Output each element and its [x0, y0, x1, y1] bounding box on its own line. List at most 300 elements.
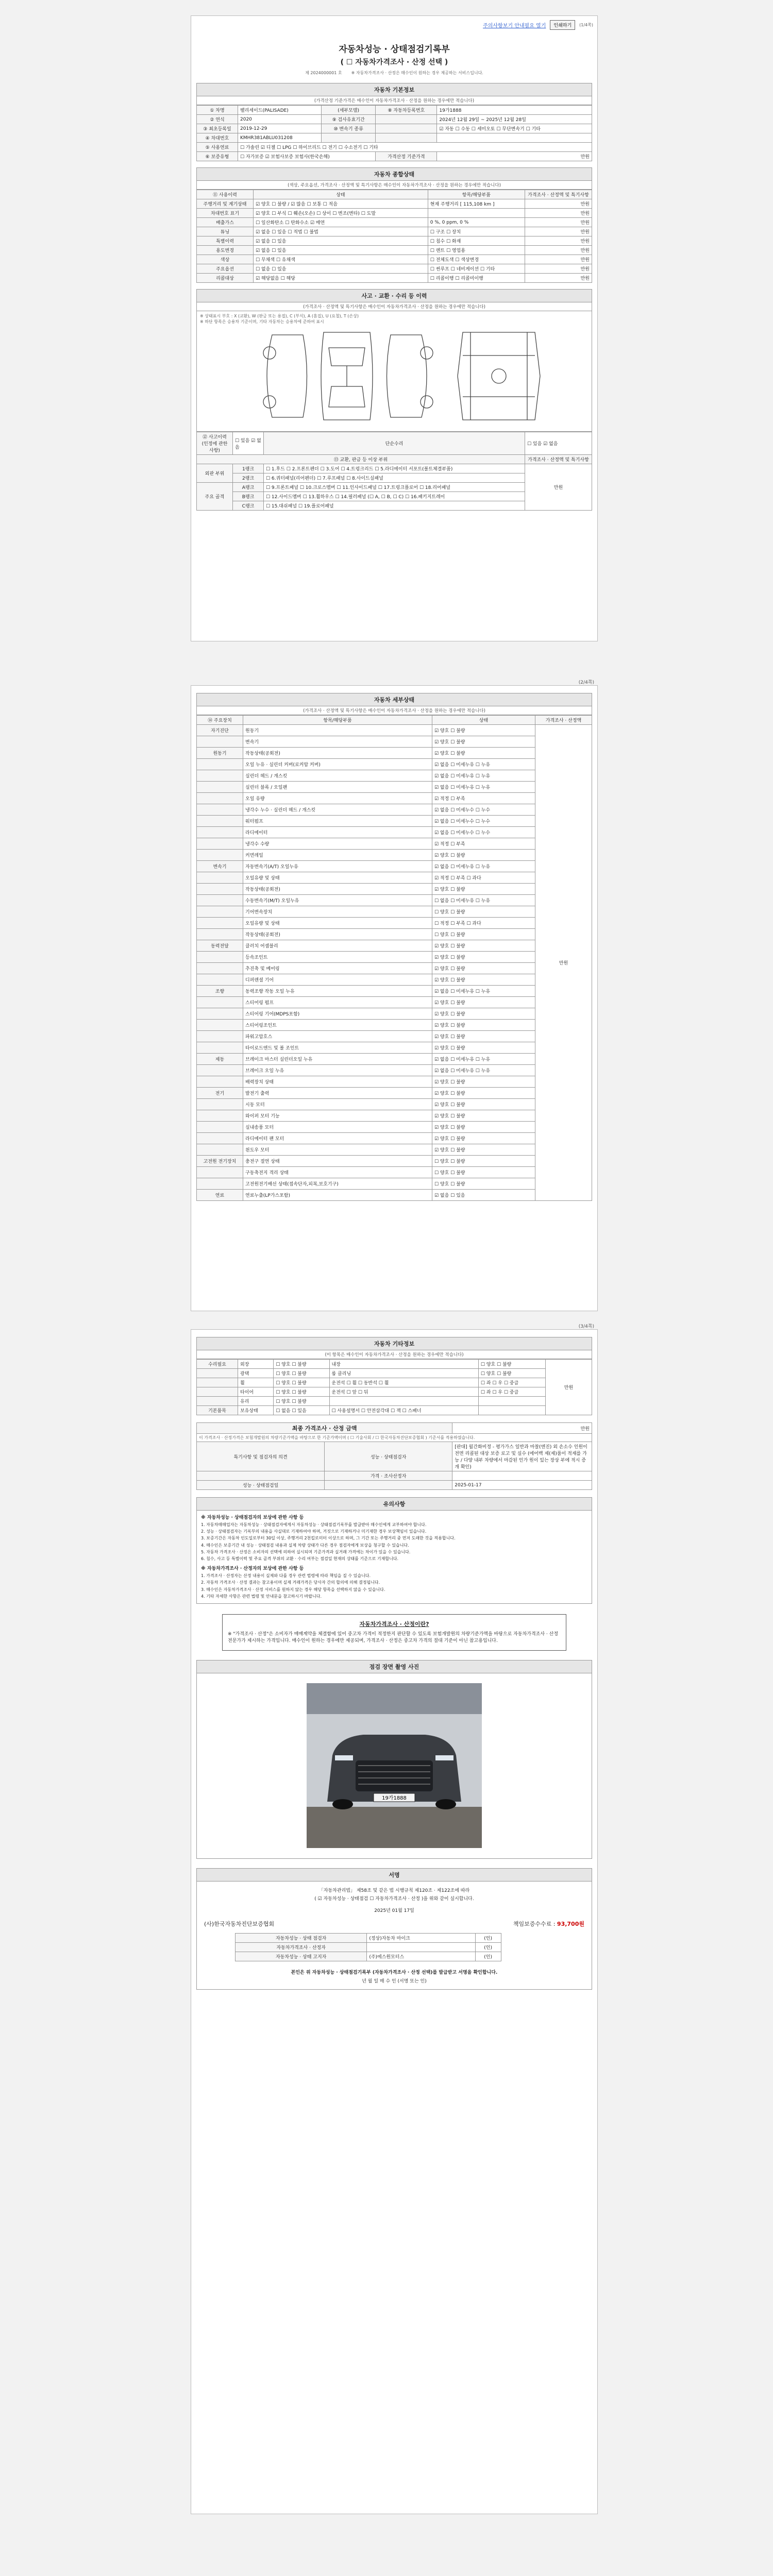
opinion-value[interactable]: 2025-01-17 [452, 1481, 592, 1490]
basic-key: ④ 차대번호 [197, 133, 238, 143]
detail-item: 오일 누유 · 실린더 커버(로커암 커버) [243, 759, 432, 770]
status-row [197, 255, 592, 264]
status-detail[interactable] [428, 209, 525, 218]
status-key: 색상 [197, 255, 254, 264]
detail-device [197, 816, 243, 827]
detail-device [197, 929, 243, 940]
exchange-parts[interactable]: ☐ 1.후드 ☐ 2.프론트펜더 ☐ 3.도어 ☐ 4.트렁크리드 ☐ 5.라디에이터 서포트(볼트체결부품) [264, 464, 525, 473]
detail-state[interactable]: ☑ 없음 ☐ 미세누유 ☐ 누유 [432, 1054, 535, 1065]
status-col-price: 가격조사 · 산정액 및 특기사항 [525, 190, 592, 199]
basic-info-section [196, 83, 592, 161]
basic-key-2: ⑨ 검사유효기간 [321, 115, 375, 124]
signer-name[interactable]: (주)에스원모터스 [367, 1952, 475, 1961]
status-price: 만원 [525, 274, 592, 283]
status-row [197, 227, 592, 236]
status-price: 만원 [525, 209, 592, 218]
detail-device: 조향 [197, 986, 243, 997]
detail-item: 구동축전지 격리 상태 [243, 1167, 432, 1178]
notes-heading: 유의사항 [196, 1497, 592, 1511]
detail-state[interactable]: ☐ 양호 ☐ 불량 [432, 1167, 535, 1178]
status-state[interactable]: ☐ 일산화탄소 ☐ 탄화수소 ☑ 매연 [254, 218, 428, 227]
status-col-usage: ⑪ 사용이력 [197, 190, 254, 199]
accident-diagram-box [196, 311, 592, 432]
accident-table [196, 432, 592, 511]
detail-item: 와이퍼 모터 기능 [243, 1110, 432, 1122]
basic-value[interactable]: 2020 [238, 115, 322, 124]
detail-note: (가격조사 · 산정액 및 특기사항은 매수인이 자동차가격조사 · 산정을 원하는 경우에만 적습니다) [196, 706, 592, 715]
basic-key-3 [376, 133, 437, 143]
detail-state[interactable]: ☑ 양호 ☐ 불량 [432, 1031, 535, 1042]
status-price: 만원 [525, 199, 592, 209]
status-price: 만원 [525, 218, 592, 227]
detail-row [197, 1008, 592, 1020]
fuel-value[interactable]: ☐ 가솔린 ☑ 디젤 ☐ LPG ☐ 하이브리드 ☐ 전기 ☐ 수소전기 ☐ 기타 [238, 143, 592, 152]
basic-info-note: (가격산정 기준가격은 매수인이 자동차가격조사 · 산정을 원하는 경우에만 적습니다) [196, 96, 592, 105]
detail-row [197, 986, 592, 997]
detail-state[interactable]: ☑ 양호 ☐ 불량 [432, 1020, 535, 1031]
print-button[interactable]: 인쇄하기 [550, 20, 575, 30]
extra-state-2[interactable]: ☐ 양호 ☐ 불량 [478, 1369, 545, 1378]
status-price: 만원 [525, 236, 592, 246]
detail-state[interactable]: ☑ 양호 ☐ 불량 [432, 940, 535, 952]
detail-item: 자동변속기(A/T) 오일누유 [243, 861, 432, 872]
detail-state[interactable]: ☑ 양호 ☐ 불량 [432, 1042, 535, 1054]
status-col-item: 항목/해당부품 [428, 190, 525, 199]
detail-item: 작동상태(공회전) [243, 884, 432, 895]
extra-row [197, 1360, 592, 1369]
detail-row [197, 1042, 592, 1054]
exchange-rank: 2랭크 [233, 473, 264, 483]
status-state[interactable]: ☐ 없음 ☐ 있음 [254, 264, 428, 274]
detail-device [197, 918, 243, 929]
detail-state[interactable]: ☑ 없음 ☐ 미세누유 ☐ 누유 [432, 770, 535, 782]
detail-state[interactable]: ☐ 적정 ☐ 부족 ☐ 과다 [432, 918, 535, 929]
status-row [197, 218, 592, 227]
status-price: 만원 [525, 264, 592, 274]
detail-device: 고전원 전기장치 [197, 1156, 243, 1167]
detail-item: 스티어링 기어(MDPS포함) [243, 1008, 432, 1020]
extra-state[interactable]: ☐ 양호 ☐ 불량 [274, 1387, 329, 1397]
extra-item-2[interactable]: 운전석 ☐ 앞 ☐ 뒤 [329, 1387, 478, 1397]
detail-item: 기어변속장치 [243, 906, 432, 918]
basic-value[interactable]: 팰리세이드(PALISADE) [238, 106, 322, 115]
base-price-unit: 만원 [437, 152, 592, 161]
detail-device [197, 906, 243, 918]
detail-device: 자기진단 [197, 725, 243, 736]
detail-state[interactable]: ☐ 양호 ☐ 불량 [432, 1156, 535, 1167]
headlight-left-icon [335, 1755, 353, 1760]
note-item: 2. 성능 · 상태점검자는 기록부의 내용을 사실대로 기재하여야 하며, 거짓으로 기재하거나 미기재한 경우 보상책임이 있습니다. [201, 1529, 427, 1534]
signer-table [235, 1933, 501, 1961]
detail-state[interactable]: ☑ 없음 ☐ 있음 [432, 1190, 535, 1201]
basic-key-2: (세부모델) [321, 106, 375, 115]
signature-footer: 본인은 위 자동차성능 · 상태점검기록부 (자동차가격조사 · 산정 선택)를 발급받고 서명을 확인합니다. [291, 1970, 498, 1975]
detail-item: 오일 유량 [243, 793, 432, 804]
extra-item: 광택 [238, 1369, 274, 1378]
status-detail[interactable]: ☐ 전체도색 ☐ 색상변경 [428, 255, 525, 264]
opinion-key: 특기사항 및 점검자의 의견 [197, 1442, 325, 1471]
detail-state[interactable]: ☐ 양호 ☐ 불량 [432, 1178, 535, 1190]
car-side-right-icon [387, 335, 433, 417]
signature-footer-2: 년 월 일 매 수 인 (서명 또는 인) [362, 1978, 427, 1984]
opinion-row [197, 1442, 592, 1471]
status-detail[interactable]: ☐ 구조 ☐ 장치 [428, 227, 525, 236]
extra-item: 타이어 [238, 1387, 274, 1397]
detail-section [196, 693, 592, 1201]
opinion-row [197, 1471, 592, 1481]
detail-row [197, 838, 592, 850]
detail-state[interactable]: ☑ 없음 ☐ 미세누유 ☐ 누유 [432, 986, 535, 997]
basic-key-2: ⑩ 변속기 종류 [321, 124, 375, 133]
status-key: 차대번호 표기 [197, 209, 254, 218]
detail-device: 변속기 [197, 861, 243, 872]
signature-section [196, 1868, 592, 1990]
detail-state[interactable]: ☑ 양호 ☐ 불량 [432, 884, 535, 895]
detail-device [197, 1031, 243, 1042]
basic-value-2[interactable]: ☑ 자동 ☐ 수동 ☐ 세미오토 ☐ 무단변속기 ☐ 기타 [437, 124, 592, 133]
detail-item: 스티어링조인트 [243, 1020, 432, 1031]
fee-label: 책임보증수수료 : [513, 1920, 557, 1927]
photo-section [196, 1660, 592, 1859]
detail-row [197, 1076, 592, 1088]
detail-device [197, 770, 243, 782]
overall-status-section [196, 167, 592, 283]
detail-device [197, 1122, 243, 1133]
detail-device [197, 1076, 243, 1088]
extra-item-2[interactable]: 운전석 ☐ 휠 ☐ 동반석 ☐ 휠 [329, 1378, 478, 1387]
status-detail[interactable]: 0 %, 0 ppm, 0 % [428, 218, 525, 227]
detail-row [197, 827, 592, 838]
detail-state[interactable]: ☑ 양호 ☐ 불량 [432, 1133, 535, 1144]
exchange-parts[interactable]: ☐ 15.대쉬패널 ☐ 19.플로어패널 [264, 501, 525, 511]
status-state[interactable]: ☐ 무채색 ☐ 유채색 [254, 255, 428, 264]
status-key: 튜닝 [197, 227, 254, 236]
simple-repair-label: 단순수리 [264, 432, 525, 455]
detail-row [197, 1133, 592, 1144]
accident-legend-2: ※ 하단 항목은 승용차 기준이며, 기타 자동차는 승용차에 준하여 표시 [200, 319, 324, 324]
basic-value-2[interactable]: 19가1888 [437, 106, 592, 115]
signature-body [196, 1882, 592, 1990]
status-state[interactable]: ☑ 없음 ☐ 있음 [254, 246, 428, 255]
consent-box [222, 1614, 566, 1651]
status-price: 만원 [525, 255, 592, 264]
detail-state[interactable]: ☑ 양호 ☐ 불량 [432, 963, 535, 974]
status-key: 용도변경 [197, 246, 254, 255]
detail-device [197, 884, 243, 895]
status-col-state: 상태 [254, 190, 428, 199]
detail-row [197, 1031, 592, 1042]
extra-note: (이 항목은 매수인이 자동차가격조사 · 산정을 원하는 경우에만 적습니다) [196, 1350, 592, 1359]
simple-repair-value[interactable]: ☐ 있음 ☑ 없음 [525, 432, 592, 455]
status-state[interactable]: ☑ 없음 ☐ 있음 [254, 236, 428, 246]
status-detail[interactable]: ☐ 렌트 ☐ 영업용 [428, 246, 525, 255]
detail-state[interactable]: ☐ 양호 ☐ 불량 [432, 929, 535, 940]
basic-value[interactable]: 2019-12-29 [238, 124, 322, 133]
detail-col-item: 항목/해당부품 [243, 716, 432, 725]
detail-device [197, 1110, 243, 1122]
fee-value: 93,700원 [557, 1920, 584, 1927]
detail-state[interactable]: ☑ 양호 ☐ 불량 [432, 748, 535, 759]
detail-device [197, 997, 243, 1008]
note-item: 5. 자동차 가격조사 · 산정은 소비자의 선택에 의하여 실시되며 기준가격과 실거래 가격에는 차이가 있을 수 있습니다. [201, 1549, 411, 1554]
extra-state-2[interactable] [478, 1397, 545, 1406]
exchange-rank: C랭크 [233, 501, 264, 511]
detail-row [197, 974, 592, 986]
basic-key-3 [376, 124, 437, 133]
car-diagram [200, 325, 592, 428]
status-detail[interactable]: ☐ 침수 ☐ 화재 [428, 236, 525, 246]
form-note: ※ 자동차가격조사 · 산정은 매수인이 원하는 경우 제공하는 서비스입니다. [351, 71, 483, 75]
signer-name[interactable]: (정상)자동차 마이크 [367, 1933, 475, 1942]
detail-row [197, 816, 592, 827]
record-page-1 [191, 15, 598, 641]
signature-heading: 서명 [196, 1868, 592, 1882]
detail-row [197, 861, 592, 872]
extra-state[interactable]: ☐ 없음 ☐ 있음 [274, 1406, 329, 1415]
extra-item: 휠 [238, 1378, 274, 1387]
notice-link[interactable]: 주의사항보기 안내필요 열기 [483, 23, 546, 29]
detail-row [197, 997, 592, 1008]
detail-state[interactable]: ☑ 양호 ☐ 불량 [432, 725, 535, 736]
detail-heading: 자동차 세부상태 [196, 693, 592, 706]
detail-state[interactable]: ☑ 없음 ☐ 미세누수 ☐ 누수 [432, 827, 535, 838]
detail-price: 만원 [535, 725, 592, 1201]
signer-row [236, 1942, 501, 1952]
extra-state-2[interactable]: ☐ 좌 ☐ 우 ☐ 중급 [478, 1387, 545, 1397]
status-state[interactable]: ☑ 양호 ☐ 부식 ☐ 훼손(오손) ☐ 상이 ☐ 변조(변타) ☐ 도말 [254, 209, 428, 218]
extra-row [197, 1397, 592, 1406]
detail-item: 냉각수 수량 [243, 838, 432, 850]
note-item: 4. 기타 자세한 사항은 관련 법령 및 안내문을 참고하시기 바랍니다. [201, 1594, 322, 1599]
opinion-text: 이 가격조사 · 산정가격은 보험개발원의 차량기준가액을 바탕으로 한 기준가액이며 ( ☐ 기술사회 / ☐ 한국자동차진단보증협회 ) 기준서를 적용하였습니다. [197, 1434, 592, 1442]
exchange-rank: 1랭크 [233, 464, 264, 473]
detail-item: 동력조향 작동 오일 누유 [243, 986, 432, 997]
detail-state[interactable]: ☑ 양호 ☐ 불량 [432, 850, 535, 861]
extra-state-2[interactable]: ☐ 좌 ☐ 우 ☐ 중급 [478, 1378, 545, 1387]
accident-history-value[interactable]: ☐ 있음 ☑ 없음 [233, 432, 264, 455]
photo-box [196, 1673, 592, 1859]
status-detail[interactable]: ☐ 리콜이행 ☐ 리콜미이행 [428, 274, 525, 283]
opinion-row [197, 1481, 592, 1490]
detail-state[interactable]: ☑ 적정 ☐ 부족 [432, 838, 535, 850]
detail-row [197, 782, 592, 793]
signer-row [236, 1933, 501, 1942]
detail-item: 윈도우 모터 [243, 1144, 432, 1156]
status-state[interactable]: ☑ 없음 ☐ 있음 ☐ 적법 ☐ 불법 [254, 227, 428, 236]
detail-state[interactable]: ☑ 없음 ☐ 미세누수 ☐ 누수 [432, 816, 535, 827]
status-row [197, 246, 592, 255]
detail-state[interactable]: ☑ 없음 ☐ 미세누유 ☐ 누유 [432, 759, 535, 770]
extra-group: 수리필요 [197, 1360, 238, 1369]
extra-item-2[interactable]: ☐ 사용설명서 ☐ 안전삼각대 ☐ 잭 ☐ 스패너 [329, 1406, 478, 1415]
extra-item-2[interactable]: 룸 클리닝 [329, 1369, 478, 1378]
detail-state[interactable]: ☑ 양호 ☐ 불량 [432, 1122, 535, 1133]
detail-row [197, 770, 592, 782]
detail-device [197, 1178, 243, 1190]
opinion-heading: 최종 가격조사 · 산정 금액 [197, 1423, 452, 1434]
detail-col-device: ⑭ 주요장치 [197, 716, 243, 725]
detail-item: 실린더 헤드 / 개스킷 [243, 770, 432, 782]
status-key: 주요옵션 [197, 264, 254, 274]
extra-item-2[interactable]: 내장 [329, 1360, 478, 1369]
detail-device [197, 1167, 243, 1178]
accident-note: (가격조사 · 산정액 및 특기사항은 매수인이 자동차가격조사 · 산정을 원하는 경우에만 적습니다) [196, 302, 592, 311]
detail-row [197, 929, 592, 940]
detail-device [197, 963, 243, 974]
notes-title-1: ※ 자동차성능 · 상태점검자의 보상에 관한 사항 등 [201, 1515, 304, 1520]
note-item: 1. 가격조사 · 산정자는 산정 내용이 실제와 다를 경우 관련 법령에 따라 책임을 질 수 있습니다. [201, 1573, 371, 1579]
notes-body [196, 1511, 592, 1604]
extra-state-2[interactable] [478, 1406, 545, 1415]
accident-price-label: 가격조사 · 산정액 및 특기사항 [525, 455, 592, 464]
detail-state[interactable]: ☑ 양호 ☐ 불량 [432, 952, 535, 963]
basic-value-2[interactable] [437, 133, 592, 143]
detail-state[interactable]: ☑ 양호 ☐ 불량 [432, 1088, 535, 1099]
status-price: 만원 [525, 227, 592, 236]
extra-state[interactable]: ☐ 양호 ☐ 불량 [274, 1369, 329, 1378]
detail-device [197, 759, 243, 770]
detail-row [197, 918, 592, 929]
photo-heading: 점검 장면 촬영 사진 [196, 1660, 592, 1673]
extra-row [197, 1369, 592, 1378]
exchange-rank: B랭크 [233, 492, 264, 501]
status-state[interactable]: ☑ 해당없음 ☐ 해당 [254, 274, 428, 283]
opinion-value[interactable]: [판대] 월간화비정 - 평가가스 일반과 마찰(엔진) 외 손소수 인원이 전면 리콜된 대상 보증 로고 및 실수 (에어백 제(제)품이 적재를 가능 / 다양 내부 차량에서 마감된 인가 원이 있는 장상 부에 적시 증개 확인) [452, 1442, 592, 1471]
extra-heading: 자동차 기타정보 [196, 1337, 592, 1350]
detail-row [197, 725, 592, 736]
extra-group [197, 1387, 238, 1397]
detail-state[interactable]: ☑ 양호 ☐ 불량 [432, 974, 535, 986]
extra-table [196, 1359, 592, 1415]
detail-state[interactable]: ☑ 양호 ☐ 불량 [432, 1144, 535, 1156]
car-side-left-icon [263, 335, 307, 417]
basic-info-table [196, 105, 592, 161]
status-row [197, 274, 592, 283]
accident-heading: 사고 · 교환 · 수리 등 이력 [196, 289, 592, 302]
extra-state[interactable]: ☐ 양호 ☐ 불량 [274, 1360, 329, 1369]
basic-value-2[interactable]: 2024년 12월 29일 ~ 2025년 12월 28일 [437, 115, 592, 124]
detail-item: 디퍼렌셜 기어 [243, 974, 432, 986]
detail-device: 동력전달 [197, 940, 243, 952]
opinion-unit: 만원 [452, 1423, 592, 1434]
detail-state[interactable]: ☑ 양호 ☐ 불량 [432, 1008, 535, 1020]
detail-row [197, 1099, 592, 1110]
status-price: 만원 [525, 246, 592, 255]
exchange-group: 주요 골격 [197, 483, 233, 511]
note-item: 3. 매수인은 자동차가격조사 · 산정 서비스를 원하지 않는 경우 해당 항목을 선택하지 않을 수 있습니다. [201, 1587, 385, 1592]
detail-state[interactable]: ☑ 양호 ☐ 불량 [432, 1110, 535, 1122]
detail-row [197, 1156, 592, 1167]
signer-name[interactable] [367, 1942, 475, 1952]
extra-state-2[interactable]: ☐ 양호 ☐ 불량 [478, 1360, 545, 1369]
opinion-value[interactable] [452, 1471, 592, 1481]
detail-device [197, 850, 243, 861]
accident-history-label: ⑫ 사고이력 (인정에 관한 사항) [197, 432, 233, 455]
exchange-row [197, 464, 592, 473]
status-key: 리콜대상 [197, 274, 254, 283]
opinion-key [197, 1471, 325, 1481]
page-number-3: (3/4쪽) [578, 1324, 594, 1329]
detail-state[interactable]: ☑ 없음 ☐ 미세누유 ☐ 누유 [432, 861, 535, 872]
detail-state[interactable]: ☑ 적정 ☐ 부족 ☐ 과다 [432, 872, 535, 884]
status-detail[interactable]: ☐ 썬루프 ☐ 네비게이션 ☐ 기타 [428, 264, 525, 274]
detail-device [197, 1144, 243, 1156]
detail-state[interactable]: ☐ 양호 ☐ 불량 [432, 906, 535, 918]
fuel-label: ⑤ 사용연료 [197, 143, 238, 152]
detail-item: 라디에이터 팬 모터 [243, 1133, 432, 1144]
opinion-key-2 [325, 1481, 452, 1490]
detail-item: 실내송풍 모터 [243, 1122, 432, 1133]
car-grille-icon [356, 1760, 433, 1791]
extra-section [196, 1337, 592, 1415]
extra-row [197, 1406, 592, 1415]
detail-row [197, 872, 592, 884]
detail-state[interactable]: ☐ 없음 ☐ 미세누유 ☐ 누유 [432, 895, 535, 906]
detail-device [197, 895, 243, 906]
detail-item: 연료누출(LP가스포함) [243, 1190, 432, 1201]
basic-info-row [197, 115, 592, 124]
status-detail[interactable]: 현재 주행거리 [ 115,108 km ] [428, 199, 525, 209]
detail-item: 워터펌프 [243, 816, 432, 827]
record-page-2 [191, 680, 598, 1311]
detail-item: 파워고압호스 [243, 1031, 432, 1042]
detail-device: 연료 [197, 1190, 243, 1201]
detail-state[interactable]: ☑ 없음 ☐ 미세누유 ☐ 누유 [432, 1065, 535, 1076]
detail-device [197, 1008, 243, 1020]
detail-state[interactable]: ☑ 없음 ☐ 미세누수 ☐ 누수 [432, 804, 535, 816]
detail-row [197, 793, 592, 804]
detail-item: 클러치 어셈블리 [243, 940, 432, 952]
consent-title: 자동차가격조사 · 산정이란? [359, 1620, 429, 1628]
detail-device [197, 804, 243, 816]
exchange-parts[interactable]: ☐ 6.쿼터패널(리어펜더) ☐ 7.루프패널 ☐ 8.사이드실패널 [264, 473, 525, 483]
detail-item: 원동기 [243, 725, 432, 736]
detail-row [197, 1110, 592, 1122]
detail-state[interactable]: ☑ 적정 ☐ 부족 [432, 793, 535, 804]
extra-state[interactable]: ☐ 양호 ☐ 불량 [274, 1397, 329, 1406]
detail-state[interactable]: ☑ 양호 ☐ 불량 [432, 997, 535, 1008]
exchange-rank: A랭크 [233, 483, 264, 492]
note-item: 2. 자동차 가격조사 · 산정 결과는 참고용이며 실제 거래가격은 당사자 간의 합의에 의해 결정됩니다. [201, 1580, 380, 1585]
detail-state[interactable]: ☑ 없음 ☐ 미세누유 ☐ 누유 [432, 782, 535, 793]
exchange-parts[interactable]: ☐ 12.사이드멤버 ☐ 13.휠하우스 ☐ 14.필러패널 (☐ A, ☐ B, ☐ C) ☐ 16.패키지트레이 [264, 492, 525, 501]
detail-row [197, 804, 592, 816]
detail-device [197, 793, 243, 804]
status-key: 특별이력 [197, 236, 254, 246]
status-key: 배출가스 [197, 218, 254, 227]
detail-item: 고전원전기배선 상태(접속단자,피복,보호기구) [243, 1178, 432, 1190]
warranty-value[interactable]: ☐ 자가보증 ☑ 보험사보증 보험사(한국손해) [238, 152, 376, 161]
detail-state[interactable]: ☑ 양호 ☐ 불량 [432, 736, 535, 748]
extra-state[interactable]: ☐ 양호 ☐ 불량 [274, 1378, 329, 1387]
basic-key-2 [321, 133, 375, 143]
basic-value[interactable]: KMHR381ABLU031208 [238, 133, 322, 143]
exchange-parts[interactable]: ☐ 9.프론트패널 ☐ 10.크로스멤버 ☐ 11.인사이드패널 ☐ 17.트렁크플로어 ☐ 18.리어패널 [264, 483, 525, 492]
extra-item-2[interactable] [329, 1397, 478, 1406]
car-top-view-icon [321, 332, 373, 420]
status-row [197, 209, 592, 218]
detail-row [197, 940, 592, 952]
detail-state[interactable]: ☑ 양호 ☐ 불량 [432, 1099, 535, 1110]
signature-law: 「자동차관리법」 제58조 및 같은 법 시행규칙 제120조 · 제122조에 따라 [318, 1888, 470, 1893]
status-state[interactable]: ☑ 양호 ☐ 불량 / ☑ 많음 ☐ 보통 ☐ 적음 [254, 199, 428, 209]
detail-row [197, 1065, 592, 1076]
detail-state[interactable]: ☑ 양호 ☐ 불량 [432, 1076, 535, 1088]
detail-item: 충전구 절연 상태 [243, 1156, 432, 1167]
extra-row [197, 1387, 592, 1397]
detail-item: 작동상태(공회전) [243, 748, 432, 759]
basic-key: ① 차명 [197, 106, 238, 115]
